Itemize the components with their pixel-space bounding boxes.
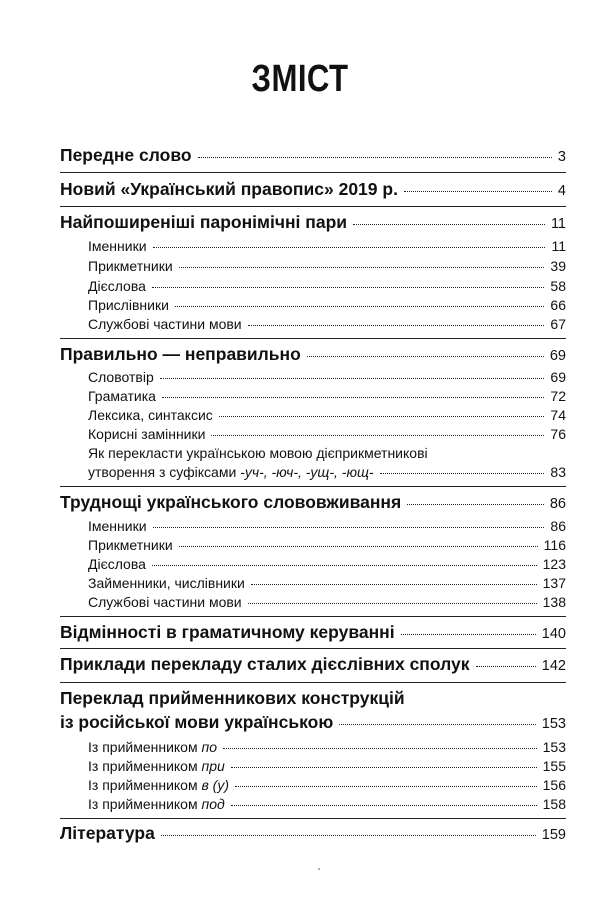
entry-title: Правильно — неправильно (60, 344, 301, 364)
dot-leader (476, 666, 536, 667)
dot-leader (219, 416, 545, 417)
section-divider (60, 172, 566, 173)
subentry-title: Граматика (88, 388, 156, 404)
toc-subentry (88, 278, 566, 294)
dot-leader (161, 835, 536, 836)
entry-page: 3 (557, 149, 566, 165)
dot-leader (339, 724, 536, 725)
section-divider (60, 682, 566, 683)
entry-title: Труднощі українського слововживання (60, 492, 402, 512)
preposition-word: в (у) (201, 777, 230, 793)
preposition-word: при (201, 758, 225, 774)
subentry-page: 58 (550, 278, 566, 294)
dot-leader (248, 325, 545, 326)
subentry-title: Дієслова (88, 278, 146, 294)
subentry-page: 66 (550, 297, 566, 313)
subentry-page: 153 (542, 739, 566, 755)
entry-page: 11 (550, 216, 566, 232)
subentry-title-prefix: утворення з суфіксами (88, 464, 241, 480)
subentry-title (88, 796, 225, 812)
preposition-word: по (201, 739, 217, 755)
subentry-title-line2 (88, 464, 374, 480)
toc-subentry (88, 258, 566, 274)
entry-title-line1: Переклад прийменникових конструкцій (60, 688, 405, 708)
dot-leader (179, 267, 545, 268)
dot-leader (153, 247, 546, 248)
preposition-prefix: Із прийменником (88, 758, 202, 774)
entry-page: 142 (541, 658, 566, 674)
dot-leader (407, 504, 544, 505)
toc-entry (60, 179, 566, 200)
toc-subentry (88, 388, 566, 404)
subentry-title: Службові частини мови (88, 594, 242, 610)
subentry-title: Прислівники (88, 297, 169, 313)
section-divider (60, 818, 566, 819)
subentry-title: Іменники (88, 238, 147, 254)
toc-subentry (88, 297, 566, 313)
subentry-page: 74 (550, 407, 566, 423)
toc-subentry (88, 407, 566, 423)
entry-title: Найпоширеніші паронімічні пари (60, 212, 348, 232)
toc-entry (60, 212, 566, 233)
subentry-page: 39 (550, 258, 566, 274)
toc-entry (60, 712, 566, 733)
subentry-title (88, 758, 225, 774)
toc-entry (60, 145, 566, 166)
subentry-page: 156 (542, 777, 566, 793)
subentry-page: 137 (542, 575, 566, 591)
subentry-page: 11 (551, 238, 566, 254)
subentry-page: 138 (542, 594, 566, 610)
entry-page: 159 (541, 827, 566, 843)
subentry-title: Службові частини мови (88, 316, 242, 332)
subentry-title: Прикметники (88, 537, 173, 553)
subentry-page: 76 (550, 426, 566, 442)
entry-title: Передне слово (60, 145, 192, 165)
toc-subentry (88, 518, 566, 534)
toc-subentry (88, 426, 566, 442)
entry-page: 140 (541, 626, 566, 642)
entry-title: Приклади перекладу сталих дієслівних сполук (60, 654, 470, 674)
subentry-page: 69 (550, 369, 566, 385)
toc-entry (60, 492, 566, 513)
entry-page: 4 (557, 183, 566, 199)
entry-title-line2: із російської мови українською (60, 712, 334, 732)
page-title: ЗМІСТ (251, 58, 349, 100)
dot-leader (160, 378, 545, 379)
section-divider (60, 486, 566, 487)
entry-page: 153 (541, 716, 566, 732)
toc-subentry (88, 739, 566, 755)
dot-leader (198, 157, 552, 158)
suffix-list: -уч-, -юч-, -ущ-, -ющ- (240, 464, 374, 480)
subentry-title (88, 777, 229, 793)
dot-leader (401, 634, 536, 635)
dot-leader (175, 306, 545, 307)
toc-subentry (88, 594, 566, 610)
dot-leader (231, 805, 537, 806)
subentry-title: Лексика, синтаксис (88, 407, 213, 423)
dot-leader (223, 748, 537, 749)
section-divider (60, 648, 566, 649)
toc-subentry (88, 537, 566, 553)
toc-subentry (88, 369, 566, 385)
dot-leader (231, 767, 537, 768)
subentry-title-line1: Як перекласти українською мовою дієприкметникові (88, 445, 428, 461)
entry-title: Відмінності в граматичному керуванні (60, 622, 395, 642)
entry-page: 86 (549, 496, 566, 512)
toc-subentry (88, 556, 566, 572)
subentry-title: Іменники (88, 518, 147, 534)
toc-subentry (88, 758, 566, 774)
toc-subentry (88, 238, 566, 254)
subentry-page: 123 (542, 556, 566, 572)
entry-page: 69 (549, 348, 566, 364)
subentry-page: 72 (550, 388, 566, 404)
section-divider (60, 616, 566, 617)
toc-subentry (88, 316, 566, 332)
dot-leader (404, 191, 552, 192)
subentry-page: 67 (550, 316, 566, 332)
dot-leader (353, 224, 545, 225)
toc-subentry (88, 464, 566, 480)
subentry-page: 158 (542, 796, 566, 812)
entry-title: Література (60, 823, 155, 843)
dot-leader (162, 397, 545, 398)
subentry-title: Прикметники (88, 258, 173, 274)
dot-leader (152, 565, 537, 566)
dot-leader (307, 356, 544, 357)
entry-title: Новий «Український правопис» 2019 р. (60, 179, 398, 199)
subentry-title (88, 739, 217, 755)
subentry-page: 116 (543, 537, 566, 553)
preposition-prefix: Із прийменником (88, 777, 202, 793)
dot-leader (153, 527, 545, 528)
subentry-title: Дієслова (88, 556, 146, 572)
dot-leader (248, 603, 537, 604)
subentry-title: Займенники, числівники (88, 575, 245, 591)
section-divider (60, 338, 566, 339)
subentry-title: Словотвір (88, 369, 154, 385)
dot-leader (152, 287, 545, 288)
dot-leader (211, 435, 544, 436)
toc-entry (60, 823, 566, 844)
section-divider (60, 206, 566, 207)
dot-leader (380, 473, 545, 474)
subentry-title: Корисні замінники (88, 426, 206, 442)
subentry-page: 155 (542, 758, 566, 774)
dot-leader (235, 786, 537, 787)
subentry-page: 86 (550, 518, 566, 534)
dot-leader (179, 546, 538, 547)
toc-entry (60, 344, 566, 365)
toc-subentry (88, 777, 566, 793)
dot-leader (251, 584, 537, 585)
subentry-page: 83 (550, 464, 566, 480)
toc-entry (60, 622, 566, 643)
preposition-word: под (201, 796, 225, 812)
preposition-prefix: Із прийменником (88, 796, 202, 812)
page-speck (318, 868, 320, 870)
toc-entry (60, 654, 566, 675)
toc-subentry (88, 796, 566, 812)
preposition-prefix: Із прийменником (88, 739, 202, 755)
toc-subentry (88, 575, 566, 591)
